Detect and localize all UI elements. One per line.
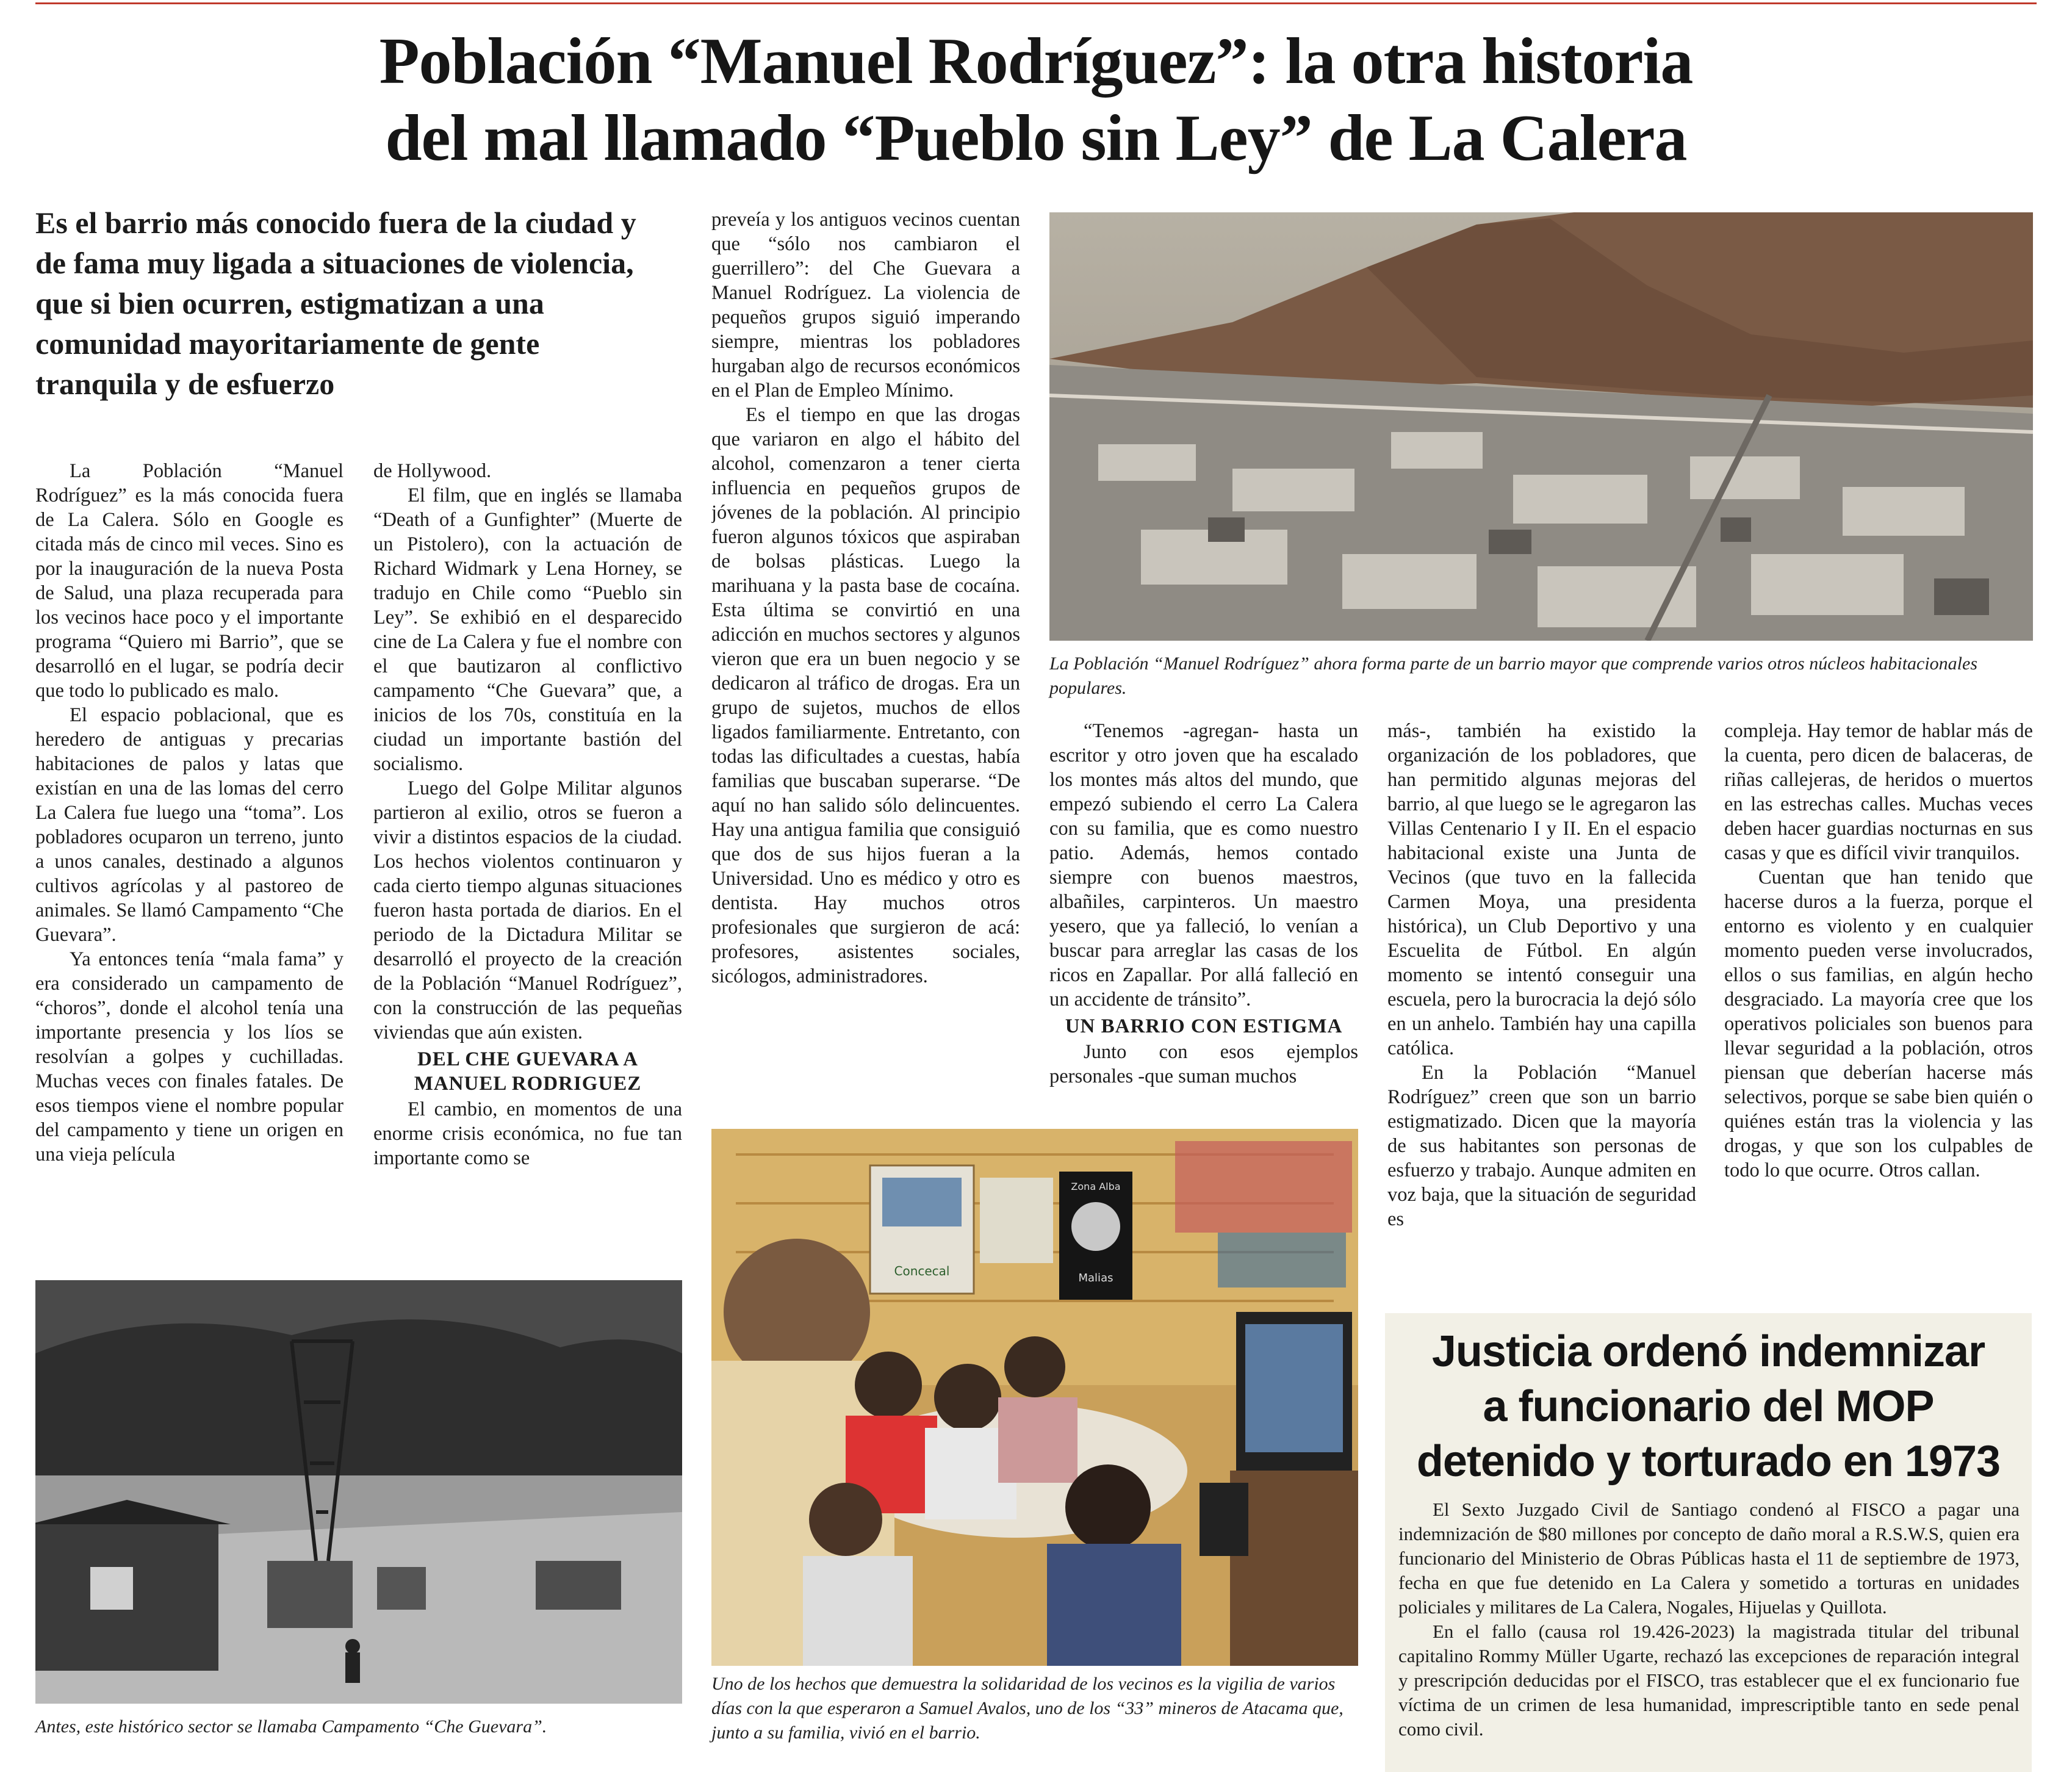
paragraph: Es el tiempo en que las drogas que variaron en algo el hábito del alcohol, comenzaron a tener cierta influencia en pequeños grupos de jóvenes de la población. Al principio fueron algunos tóxicos que aspiraban de bolsas plásticas. Luego la marihuana y la pasta base de cocaína. Esta última se convirtió en una adicción en muchos sectores y algunos vieron que era un buen negocio y se dedicaron al tráfico de drogas. Era un grupo de sujetos, muchos de ellos ligados familiarmente. Entretanto, con todas las dificultades a cuestas, había familias que buscaban superarse. “De aquí no han salido sólo delincuentes. Hay una antigua familia que consiguió que dos de sus hijos fueran a la Universidad. Uno es médico y otro es dentista. Hay muchos otros profesionales que surgieron de acá: profesores, asistentes sociales, sicólogos, administradores. xyxy=(711,404,1020,987)
paragraph: En el fallo (causa rol 19.426-2023) la magistrada titular del tribunal capitalino Rommy Müller Ugarte, rechazó las excepciones de reparación integral y prescripción deducidas por el FISCO, tras establecer que el ex funcionario fue víctima de un crimen de lesa humanidad, imprescriptible tanto en sede penal como civil. xyxy=(1398,1621,2020,1740)
article-column-5 xyxy=(1387,719,1696,1280)
paragraph: preveía y los antiguos vecinos cuentan que “sólo nos cambiaron el guerrillero”: del Che Guevara a Manuel Rodríguez. La violencia de pequeños grupos siguió imperando siempre, mientras los pobladores hurgaban algo de recursos económicos en el Plan de Empleo Mínimo. xyxy=(711,209,1020,402)
paragraph: El cambio, en momentos de una enorme crisis económica, no fue tan importante como se xyxy=(373,1098,682,1169)
sidebar-title-line: Justicia ordenó indemnizar xyxy=(1431,1327,1985,1376)
sidebar-title-line: detenido y torturado en 1973 xyxy=(1416,1437,2001,1486)
article-column-4 xyxy=(1049,719,1358,1117)
caption-aerial: La Población “Manuel Rodríguez” ahora forma parte de un barrio mayor que comprende varios otros núcleos habitacionales populares. xyxy=(1049,654,1978,698)
paragraph: compleja. Hay temor de hablar más de la cuenta, pero dicen de balaceras, de riñas callejeras, de heridos o muertos en las estrechas calles. Muchas veces deben hacer guardias nocturnas en sus casas y que es difícil vivir tranquilos. xyxy=(1724,720,2033,864)
caption-historic: Antes, este histórico sector se llamaba Campamento “Che Guevara”. xyxy=(35,1716,547,1737)
poster-text-bottom: Malias xyxy=(1078,1272,1113,1284)
headline xyxy=(0,23,2072,177)
paragraph: La Población “Manuel Rodríguez” es la más conocida fuera de La Calera. Sólo en Google es citada más de cinco mil veces. Sino es por la inauguración de la nueva Posta de Salud, una plaza recuperada para los vecinos hace poco y el importante programa “Quiero mi Barrio”, que se desarrolló en el lugar, se podría decir que todo lo publicado es malo. xyxy=(35,460,344,702)
article-column-6 xyxy=(1724,719,2033,1280)
sidebar-title-line: a funcionario del MOP xyxy=(1483,1382,1934,1431)
paragraph: En la Población “Manuel Rodríguez” creen que son un barrio estigmatizado. Dicen que la mayoría de sus habitantes son personas de esfuerzo y trabajo. Aunque admiten en voz baja, que la situación de seguridad es xyxy=(1387,1062,1696,1230)
vigil-photo xyxy=(711,1129,1358,1666)
subheading-estigma: UN BARRIO CON ESTIGMA xyxy=(1065,1015,1343,1037)
poster-text-top: Zona Alba xyxy=(1071,1181,1121,1192)
paragraph: El film, que en inglés se llamaba “Death of a Gunfighter” (Muerte de un Pistolero), con la actuación de Richard Widmark y Lena Horney, se tradujo en Chile como “Pueblo sin Ley”. Se exhibió en el desparecido cine de La Calera y fue el nombre con el que bautizaron al conflictivo campamento “Che Guevara” que, a inicios de los 70s, constituía en la ciudad un importante bastión del socialismo. xyxy=(373,484,682,775)
subheading-che-guevara xyxy=(373,1047,682,1096)
headline-line-1: Población “Manuel Rodríguez”: la otra historia xyxy=(379,25,1693,98)
headline-line-2: del mal llamado “Pueblo sin Ley” de La Calera xyxy=(385,102,1687,175)
article-column-1 xyxy=(35,459,344,1280)
subheading-line: DEL CHE GUEVARA A xyxy=(417,1048,639,1070)
paragraph: Cuentan que han tenido que hacerse duros a la fuerza, porque el entorno es violento y en cualquier momento pueden verse involucrados, ellos o sus familias, en algún hecho desgraciado. La mayoría cree que los operativos policiales son buenos para llevar seguridad a la población, otros piensan que deberían hacerse más selectivos, porque se sabe bien quién o quiénes están tras la violencia y las drogas, y que son los culpables de todo lo que ocurre. Otros callan. xyxy=(1724,866,2033,1181)
paragraph: Ya entonces tenía “mala fama” y era considerado un campamento de “choros”, donde el alcohol tenía una importante presencia y los líos se resolvían a golpes y cuchilladas. Muchas veces con finales fatales. De esos tiempos viene el nombre popular del campamento y tiene un origen en una vieja película xyxy=(35,948,344,1165)
top-rule xyxy=(35,2,2037,4)
historic-photo xyxy=(35,1280,682,1704)
lead-deck: Es el barrio más conocido fuera de la ciudad y de fama muy ligada a situaciones de violencia, que si bien ocurren, estigmatizan a una comunidad mayoritariamente de gente tranquila y de esfuerzo xyxy=(35,206,636,401)
paragraph: El Sexto Juzgado Civil de Santiago condenó al FISCO a pagar una indemnización de $80 millones por concepto de daño moral a R.S.W.S, quien era funcionario del Ministerio de Obras Públicas hasta el 11 de septiembre de 1973, fecha en que fue detenido en La Calera y sometido a torturas en unidades policiales y militares de La Calera, Nogales, Hijuelas y Quillota. xyxy=(1398,1499,2020,1618)
sidebar-title xyxy=(1397,1324,2020,1489)
paragraph: “Tenemos -agregan- hasta un escritor y otro joven que ha escalado los montes más altos del mundo, que empezó subiendo el cerro La Calera con su familia, que es como nuestro patio. Además, hemos contado siempre con buenos maestros, albañiles, carpinteros. Un maestro yesero, que ya falleció, lo venían a buscar para arreglar las casas de los ricos en Zapallar. Por allá falleció en un accidente de tránsito”. xyxy=(1049,720,1358,1010)
sidebar-body xyxy=(1398,1497,2020,1741)
paragraph: más-, también ha existido la organización de los pobladores, que han permitido algunas mejoras del barrio, al que luego se le agregaron las Villas Centenario I y II. En el espacio habitacional existe una Junta de Vecinos (que tuvo en la fallecida Carmen Moya, una presidenta histórica), un Club Deportivo y una Escuelita de Fútbol. En algún momento se intentó conseguir una escuela, pero la burocracia la dejó sólo en un anhelo. También hay una capilla católica. xyxy=(1387,720,1696,1059)
article-column-2 xyxy=(373,459,682,1280)
calendar-label: Concecal xyxy=(894,1264,950,1278)
paragraph: Luego del Golpe Militar algunos partieron al exilio, otros se fueron a vivir a distintos espacios de la ciudad. Los hechos violentos continuaron y cada cierto tiempo algunas situaciones fueron hasta portada de diarios. En el periodo de la Dictadura Militar se desarrolló el proyecto de la creación de la Población “Manuel Rodríguez”, con la construcción de las pequeñas viviendas que aún existen. xyxy=(373,777,682,1043)
article-column-3 xyxy=(711,207,1020,1117)
paragraph: El espacio poblacional, que es heredero de antiguas y precarias habitaciones de palos y latas que existían en una de las lomas del cerro La Calera fue luego una “toma”. Los pobladores ocuparon un terreno, junto a unos canales, destinado a algunos cultivos agrícolas y al pastoreo de animales. Se llamó Campamento “Che Guevara”. xyxy=(35,704,344,946)
subheading-line: MANUEL RODRIGUEZ xyxy=(414,1073,642,1095)
paragraph: Junto con esos ejemplos personales -que suman muchos xyxy=(1049,1041,1358,1087)
paragraph: de Hollywood. xyxy=(373,460,492,482)
caption-vigil: Uno de los hechos que demuestra la solidaridad de los vecinos es la vigilia de varios días con la que esperaron a Samuel Avalos, uno de los “33” mineros de Atacama que, junto a su familia, vivió en el barrio. xyxy=(711,1674,1344,1743)
aerial-photo xyxy=(1049,212,2033,641)
